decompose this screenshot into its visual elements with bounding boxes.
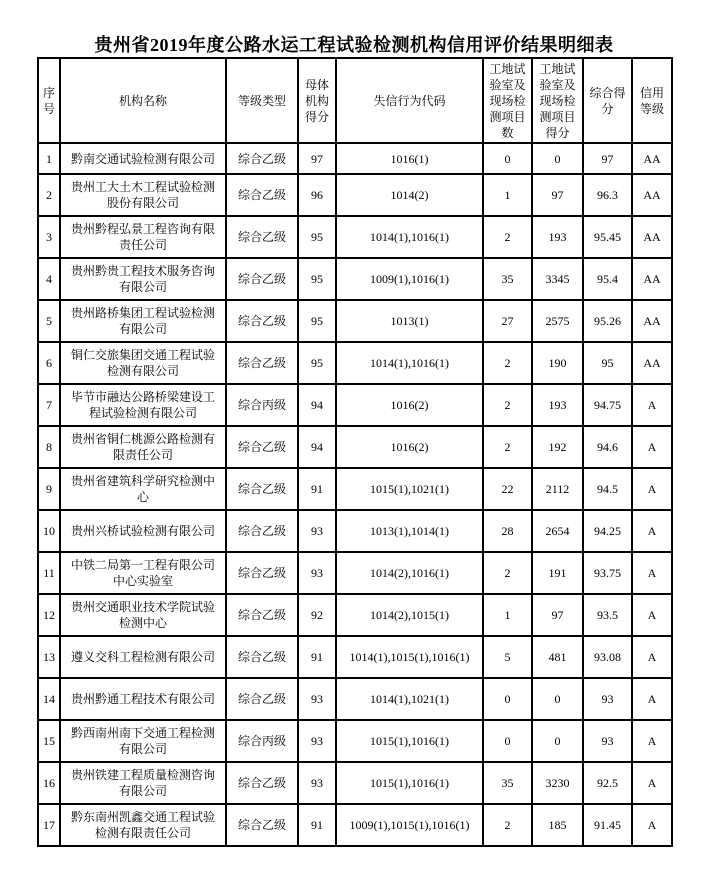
- cell-parent-score: 95: [298, 258, 336, 300]
- table-row: [38, 720, 672, 762]
- table-row: [38, 143, 672, 174]
- cell-name: 贵州兴桥试验检测有限公司: [60, 510, 226, 552]
- cell-name: 黔南交通试验检测有限公司: [60, 143, 226, 174]
- cell-total-score: 94.25: [583, 510, 632, 552]
- cell-grade-type: 综合乙级: [226, 510, 298, 552]
- cell-rating: AA: [632, 143, 672, 174]
- table-row: [38, 216, 672, 258]
- cell-site-count: 35: [483, 762, 532, 804]
- cell-site-count: 0: [483, 143, 532, 174]
- cell-codes: 1014(2),1015(1): [336, 594, 483, 636]
- cell-total-score: 94.6: [583, 426, 632, 468]
- cell-total-score: 93.5: [583, 594, 632, 636]
- col-header-site-score: 工地试验室及现场检测项目得分: [532, 58, 583, 143]
- cell-total-score: 96.3: [583, 174, 632, 216]
- cell-parent-score: 95: [298, 216, 336, 258]
- cell-site-score: 2575: [532, 300, 583, 342]
- credit-evaluation-table: [37, 57, 673, 847]
- cell-name: 贵州工大土木工程试验检测股份有限公司: [60, 174, 226, 216]
- cell-name: 贵州路桥集团工程试验检测有限公司: [60, 300, 226, 342]
- cell-codes: 1016(2): [336, 426, 483, 468]
- cell-site-score: 191: [532, 552, 583, 594]
- cell-total-score: 94.75: [583, 384, 632, 426]
- cell-name: 贵州黔贵工程技术服务咨询有限公司: [60, 258, 226, 300]
- cell-codes: 1014(2),1016(1): [336, 552, 483, 594]
- table-row: [38, 384, 672, 426]
- cell-index: 9: [38, 468, 60, 510]
- cell-index: 2: [38, 174, 60, 216]
- cell-site-count: 35: [483, 258, 532, 300]
- cell-index: 3: [38, 216, 60, 258]
- cell-name: 黔东南州凯鑫交通工程试验检测有限责任公司: [60, 804, 226, 846]
- cell-rating: A: [632, 678, 672, 720]
- table-row: [38, 762, 672, 804]
- cell-grade-type: 综合乙级: [226, 143, 298, 174]
- cell-parent-score: 91: [298, 804, 336, 846]
- cell-total-score: 95: [583, 342, 632, 384]
- cell-grade-type: 综合乙级: [226, 762, 298, 804]
- cell-rating: A: [632, 720, 672, 762]
- cell-grade-type: 综合乙级: [226, 342, 298, 384]
- cell-site-count: 28: [483, 510, 532, 552]
- cell-codes: 1014(1),1015(1),1016(1): [336, 636, 483, 678]
- cell-name: 毕节市融达公路桥梁建设工程试验检测有限公司: [60, 384, 226, 426]
- cell-total-score: 93.08: [583, 636, 632, 678]
- cell-index: 10: [38, 510, 60, 552]
- cell-name: 中铁二局第一工程有限公司中心实验室: [60, 552, 226, 594]
- cell-index: 12: [38, 594, 60, 636]
- cell-index: 6: [38, 342, 60, 384]
- cell-site-count: 2: [483, 216, 532, 258]
- cell-codes: 1009(1),1016(1): [336, 258, 483, 300]
- cell-total-score: 97: [583, 143, 632, 174]
- cell-index: 5: [38, 300, 60, 342]
- cell-grade-type: 综合乙级: [226, 468, 298, 510]
- cell-rating: A: [632, 426, 672, 468]
- cell-codes: 1014(1),1016(1): [336, 342, 483, 384]
- cell-grade-type: 综合乙级: [226, 552, 298, 594]
- cell-rating: AA: [632, 300, 672, 342]
- cell-rating: AA: [632, 342, 672, 384]
- table-row: [38, 552, 672, 594]
- cell-rating: A: [632, 594, 672, 636]
- cell-name: 遵义交科工程检测有限公司: [60, 636, 226, 678]
- cell-codes: 1015(1),1016(1): [336, 762, 483, 804]
- cell-codes: 1016(2): [336, 384, 483, 426]
- cell-grade-type: 综合丙级: [226, 384, 298, 426]
- cell-codes: 1014(1),1016(1): [336, 216, 483, 258]
- cell-parent-score: 91: [298, 468, 336, 510]
- table-row: [38, 174, 672, 216]
- cell-grade-type: 综合乙级: [226, 300, 298, 342]
- cell-rating: A: [632, 510, 672, 552]
- cell-codes: 1016(1): [336, 143, 483, 174]
- cell-total-score: 95.45: [583, 216, 632, 258]
- cell-site-score: 185: [532, 804, 583, 846]
- cell-grade-type: 综合乙级: [226, 678, 298, 720]
- cell-parent-score: 93: [298, 552, 336, 594]
- cell-codes: 1014(1),1021(1): [336, 678, 483, 720]
- cell-site-count: 1: [483, 174, 532, 216]
- cell-site-count: 0: [483, 720, 532, 762]
- cell-rating: AA: [632, 174, 672, 216]
- cell-total-score: 94.5: [583, 468, 632, 510]
- cell-site-score: 193: [532, 384, 583, 426]
- cell-index: 8: [38, 426, 60, 468]
- cell-parent-score: 91: [298, 636, 336, 678]
- cell-name: 黔西南州南下交通工程检测有限公司: [60, 720, 226, 762]
- table-row: [38, 594, 672, 636]
- cell-name: 贵州黔通工程技术有限公司: [60, 678, 226, 720]
- cell-grade-type: 综合丙级: [226, 720, 298, 762]
- cell-rating: A: [632, 762, 672, 804]
- cell-site-count: 1: [483, 594, 532, 636]
- cell-site-count: 2: [483, 342, 532, 384]
- cell-site-score: 481: [532, 636, 583, 678]
- cell-site-score: 192: [532, 426, 583, 468]
- cell-index: 14: [38, 678, 60, 720]
- cell-site-score: 3230: [532, 762, 583, 804]
- table-row: [38, 426, 672, 468]
- cell-index: 7: [38, 384, 60, 426]
- table-row: [38, 300, 672, 342]
- cell-site-score: 0: [532, 678, 583, 720]
- cell-parent-score: 93: [298, 678, 336, 720]
- document-title: 贵州省2019年度公路水运工程试验检测机构信用评价结果明细表: [94, 35, 614, 55]
- cell-site-score: 193: [532, 216, 583, 258]
- col-header-site-count: 工地试验室及现场检测项目数: [483, 58, 532, 143]
- table-row: [38, 510, 672, 552]
- cell-codes: 1013(1),1014(1): [336, 510, 483, 552]
- cell-site-count: 2: [483, 804, 532, 846]
- table-body: [38, 143, 672, 846]
- cell-index: 16: [38, 762, 60, 804]
- col-header-grade-type: 等级类型: [226, 58, 298, 143]
- cell-site-score: 2654: [532, 510, 583, 552]
- cell-index: 15: [38, 720, 60, 762]
- cell-site-score: 97: [532, 174, 583, 216]
- cell-total-score: 92.5: [583, 762, 632, 804]
- table-row: [38, 678, 672, 720]
- cell-rating: A: [632, 552, 672, 594]
- table-row: [38, 468, 672, 510]
- cell-name: 贵州交通职业技术学院试验检测中心: [60, 594, 226, 636]
- cell-site-score: 0: [532, 143, 583, 174]
- cell-grade-type: 综合乙级: [226, 636, 298, 678]
- cell-grade-type: 综合乙级: [226, 174, 298, 216]
- cell-rating: A: [632, 804, 672, 846]
- table-row: [38, 258, 672, 300]
- cell-total-score: 93: [583, 678, 632, 720]
- cell-rating: AA: [632, 216, 672, 258]
- cell-name: 贵州省建筑科学研究检测中心: [60, 468, 226, 510]
- cell-index: 4: [38, 258, 60, 300]
- cell-site-count: 5: [483, 636, 532, 678]
- cell-site-count: 2: [483, 426, 532, 468]
- cell-parent-score: 93: [298, 720, 336, 762]
- cell-name: 贵州省铜仁桃源公路检测有限责任公司: [60, 426, 226, 468]
- cell-parent-score: 96: [298, 174, 336, 216]
- cell-grade-type: 综合乙级: [226, 804, 298, 846]
- cell-site-count: 22: [483, 468, 532, 510]
- cell-total-score: 95.4: [583, 258, 632, 300]
- cell-index: 17: [38, 804, 60, 846]
- cell-index: 13: [38, 636, 60, 678]
- cell-index: 1: [38, 143, 60, 174]
- cell-site-count: 27: [483, 300, 532, 342]
- table-row: [38, 636, 672, 678]
- cell-grade-type: 综合乙级: [226, 216, 298, 258]
- cell-site-count: 2: [483, 552, 532, 594]
- cell-rating: AA: [632, 258, 672, 300]
- cell-site-score: 2112: [532, 468, 583, 510]
- cell-total-score: 91.45: [583, 804, 632, 846]
- cell-parent-score: 95: [298, 300, 336, 342]
- table-row: [38, 804, 672, 846]
- cell-parent-score: 94: [298, 426, 336, 468]
- cell-codes: 1014(2): [336, 174, 483, 216]
- cell-name: 贵州铁建工程质量检测咨询有限公司: [60, 762, 226, 804]
- cell-parent-score: 97: [298, 143, 336, 174]
- cell-grade-type: 综合乙级: [226, 426, 298, 468]
- cell-grade-type: 综合乙级: [226, 594, 298, 636]
- cell-site-count: 2: [483, 384, 532, 426]
- col-header-total-score: 综合得分: [583, 58, 632, 143]
- cell-grade-type: 综合乙级: [226, 258, 298, 300]
- cell-site-score: 3345: [532, 258, 583, 300]
- header-row: [38, 58, 672, 143]
- cell-total-score: 93.75: [583, 552, 632, 594]
- col-header-name: 机构名称: [60, 58, 226, 143]
- cell-site-score: 97: [532, 594, 583, 636]
- cell-site-count: 0: [483, 678, 532, 720]
- cell-parent-score: 94: [298, 384, 336, 426]
- col-header-parent-score: 母体机构得分: [298, 58, 336, 143]
- cell-index: 11: [38, 552, 60, 594]
- cell-codes: 1013(1): [336, 300, 483, 342]
- cell-site-score: 190: [532, 342, 583, 384]
- cell-site-score: 0: [532, 720, 583, 762]
- col-header-rating: 信用等级: [632, 58, 672, 143]
- cell-total-score: 93: [583, 720, 632, 762]
- cell-name: 贵州黔程弘景工程咨询有限责任公司: [60, 216, 226, 258]
- cell-rating: A: [632, 636, 672, 678]
- cell-parent-score: 93: [298, 510, 336, 552]
- cell-codes: 1009(1),1015(1),1016(1): [336, 804, 483, 846]
- cell-parent-score: 92: [298, 594, 336, 636]
- cell-codes: 1015(1),1016(1): [336, 720, 483, 762]
- cell-name: 铜仁交旅集团交通工程试验检测有限公司: [60, 342, 226, 384]
- cell-parent-score: 93: [298, 762, 336, 804]
- cell-rating: A: [632, 468, 672, 510]
- col-header-index: 序号: [38, 58, 60, 143]
- cell-parent-score: 95: [298, 342, 336, 384]
- col-header-codes: 失信行为代码: [336, 58, 483, 143]
- cell-rating: A: [632, 384, 672, 426]
- cell-codes: 1015(1),1021(1): [336, 468, 483, 510]
- table-row: [38, 342, 672, 384]
- cell-total-score: 95.26: [583, 300, 632, 342]
